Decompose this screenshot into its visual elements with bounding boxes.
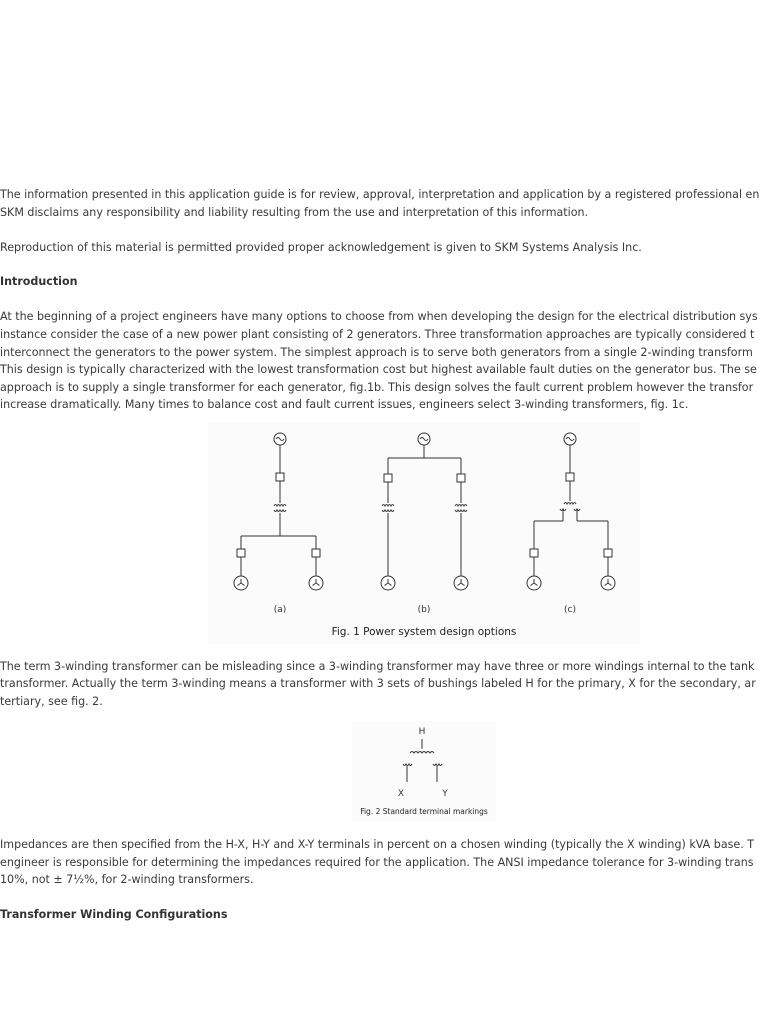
- text-line: The term 3-winding transformer can be misleading since a 3-winding transformer may have three or more windings internal to the tank: [0, 660, 755, 673]
- text-line: transformer. Actually the term 3-winding means a transformer with 3 sets of bushings labeled H for the primary, X for the secondary, ar: [0, 677, 756, 690]
- text-line: engineer is responsible for determining the impedances required for the application. The ANSI impedance tolerance for 3-winding trans: [0, 856, 754, 869]
- text-line: 10%, not ± 7½%, for 2-winding transformers.: [0, 873, 254, 886]
- figure-label-a: (a): [273, 605, 287, 615]
- reproduction-paragraph: Reproduction of this material is permitted provided proper acknowledgement is given to SKM Systems Analysis Inc.: [0, 241, 642, 254]
- text-line: SKM disclaims any responsibility and liability resulting from the use and interpretation of this information.: [0, 206, 589, 219]
- breaker-icon: [384, 474, 392, 482]
- text-line: The information presented in this application guide is for review, approval, interpretation and application by a registered professional en: [0, 188, 760, 201]
- breaker-icon: [457, 474, 465, 482]
- text-line: This design is typically characterized with the lowest transformation cost but highest available fault duties on the generator bus. The se: [0, 363, 757, 376]
- text-line: interconnect the generators to the power system. The simplest approach is to serve both generators from a single 2-winding transform: [0, 346, 753, 359]
- figure-label-b: (b): [417, 605, 431, 615]
- text-line: increase dramatically. Many times to balance cost and fault current issues, engineers select 3-winding transformers, fig. 1c.: [0, 398, 689, 411]
- breaker-icon: [530, 549, 538, 557]
- breaker-icon: [237, 549, 245, 557]
- text-line: instance consider the case of a new power plant consisting of 2 generators. Three transformation approaches are typically considered t: [0, 328, 755, 341]
- breaker-icon: [566, 473, 574, 481]
- text-line: At the beginning of a project engineers have many options to choose from when developing the design for the electrical distribution sys: [0, 310, 758, 323]
- terminal-x-label: X: [397, 789, 405, 799]
- figure-1-caption: Fig. 1 Power system design options: [331, 626, 517, 638]
- text-line: approach is to supply a single transformer for each generator, fig.1b. This design solves the fault current problem however the transfor: [0, 381, 754, 394]
- figure-2-caption: Fig. 2 Standard terminal markings: [360, 807, 488, 816]
- text-line: tertiary, see fig. 2.: [0, 695, 103, 708]
- figure-2-terminal-markings: [352, 721, 496, 821]
- winding-configurations-heading: Transformer Winding Configurations: [0, 908, 228, 921]
- breaker-icon: [312, 549, 320, 557]
- terminal-y-label: Y: [442, 789, 448, 799]
- figure-1-power-system-options: [208, 422, 640, 644]
- breaker-icon: [604, 549, 612, 557]
- breaker-icon: [276, 473, 284, 481]
- text-line: Impedances are then specified from the H-X, H-Y and X-Y terminals in percent on a chosen winding (typically the X winding) kVA base. T: [0, 838, 755, 851]
- figure-label-c: (c): [564, 605, 576, 615]
- terminal-h-label: H: [418, 727, 426, 737]
- introduction-heading: Introduction: [0, 275, 78, 288]
